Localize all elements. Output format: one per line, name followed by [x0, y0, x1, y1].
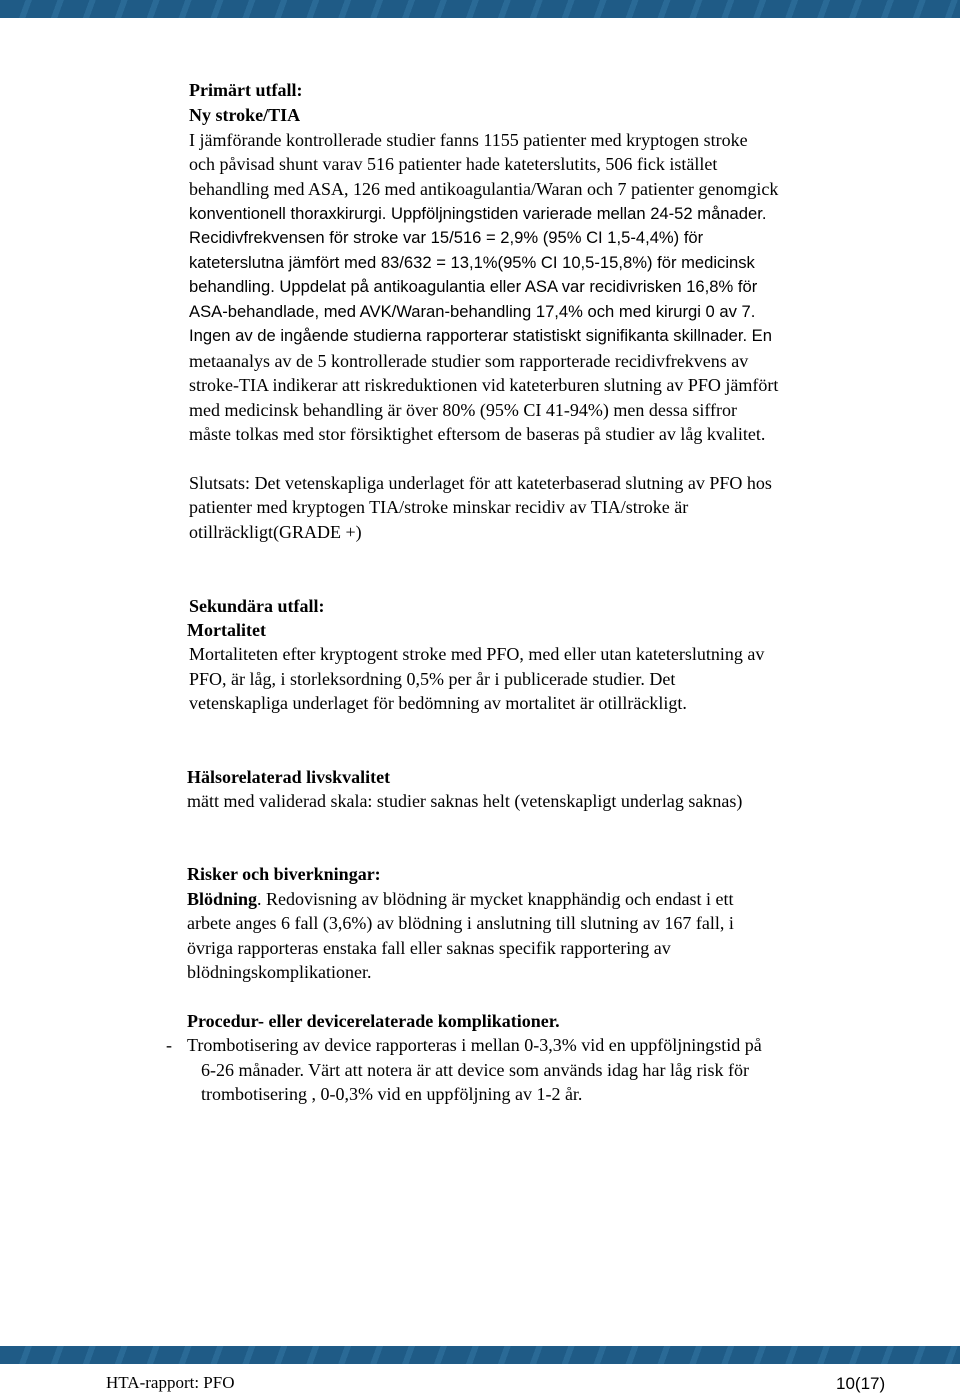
procedure-heading: Procedur- eller devicerelaterade komplikationer.	[187, 1011, 560, 1031]
risks-line: arbete anges 6 fall (3,6%) av blödning i anslutning till slutning av 167 fall, i	[187, 913, 734, 933]
procedure-bullet: -	[166, 1035, 172, 1055]
risks-heading: Risker och biverkningar:	[187, 864, 381, 884]
qol-heading: Hälsorelaterad livskvalitet	[187, 767, 391, 787]
secondary-line: Mortaliteten efter kryptogent stroke med PFO, med eller utan kateterslutning av	[189, 644, 765, 664]
primary-line: Ingen av de ingående studierna rapporterar statistiskt signifikanta skillnader. En	[189, 326, 772, 345]
conclusion-line: otillräckligt(GRADE +)	[189, 522, 362, 542]
secondary-line: vetenskapliga underlaget för bedömning av mortalitet är otillräckligt.	[189, 693, 687, 713]
page-number: 10(17)	[836, 1374, 886, 1393]
conclusion-line: patienter med kryptogen TIA/stroke minskar recidiv av TIA/stroke är	[189, 497, 689, 517]
procedure-line: 6-26 månader. Värt att notera är att device som används idag har låg risk för	[201, 1060, 749, 1080]
risks-first-line	[187, 887, 733, 911]
qol-line: mätt med validerad skala: studier saknas helt (vetenskapligt underlag saknas)	[187, 791, 743, 811]
primary-line: konventionell thoraxkirurgi. Uppföljningstiden varierade mellan 24-52 månader.	[189, 204, 767, 223]
primary-line: behandling med ASA, 126 med antikoagulantia/Waran och 7 patienter genomgick	[189, 179, 779, 199]
primary-line: måste tolkas med stor försiktighet eftersom de baseras på studier av låg kvalitet.	[189, 424, 766, 444]
procedure-line: trombotisering , 0-0,3% vid en uppföljning av 1-2 år.	[201, 1084, 583, 1104]
primary-heading: Primärt utfall:	[189, 80, 303, 100]
primary-line: ASA-behandlade, med AVK/Waran-behandling 17,4% och med kirurgi 0 av 7.	[189, 302, 756, 321]
primary-line: stroke-TIA indikerar att riskreduktionen vid kateterburen slutning av PFO jämfört	[189, 375, 779, 395]
secondary-line: PFO, är låg, i storleksordning 0,5% per år i publicerade studier. Det	[189, 669, 676, 689]
primary-subheading: Ny stroke/TIA	[189, 105, 301, 125]
risks-line: blödningskomplikationer.	[187, 962, 372, 982]
secondary-heading: Sekundära utfall:	[189, 596, 325, 616]
risks-line: övriga rapporteras enstaka fall eller saknas specifik rapportering av	[187, 938, 671, 958]
footer-report-name: HTA-rapport: PFO	[106, 1373, 235, 1392]
procedure-line: Trombotisering av device rapporteras i mellan 0-3,3% vid en uppföljningstid på	[187, 1035, 762, 1055]
primary-line: behandling. Uppdelat på antikoagulantia eller ASA var recidivrisken 16,8% för	[189, 277, 758, 296]
primary-line: kateterslutna jämfört med 83/632 = 13,1%(95% CI 10,5-15,8%) för medicinsk	[189, 253, 755, 272]
risks-bold-lead: Blödning	[187, 889, 258, 909]
primary-line: I jämförande kontrollerade studier fanns 1155 patienter med kryptogen stroke	[189, 130, 748, 150]
primary-line: och påvisad shunt varav 516 patienter hade kateterslutits, 506 fick istället	[189, 154, 718, 174]
secondary-subheading: Mortalitet	[187, 620, 266, 640]
footer-band	[0, 1346, 960, 1364]
conclusion-line: Slutsats: Det vetenskapliga underlaget för att kateterbaserad slutning av PFO hos	[189, 473, 772, 493]
risks-first-line-rest: . Redovisning av blödning är mycket knapphändig och endast i ett	[257, 889, 734, 909]
header-band	[0, 0, 960, 18]
primary-line: med medicinsk behandling är över 80% (95% CI 41-94%) men dessa siffror	[189, 400, 738, 420]
primary-line: metaanalys av de 5 kontrollerade studier som rapporterade recidivfrekvens av	[189, 351, 749, 371]
primary-line: Recidivfrekvensen för stroke var 15/516 = 2,9% (95% CI 1,5-4,4%) för	[189, 228, 704, 247]
